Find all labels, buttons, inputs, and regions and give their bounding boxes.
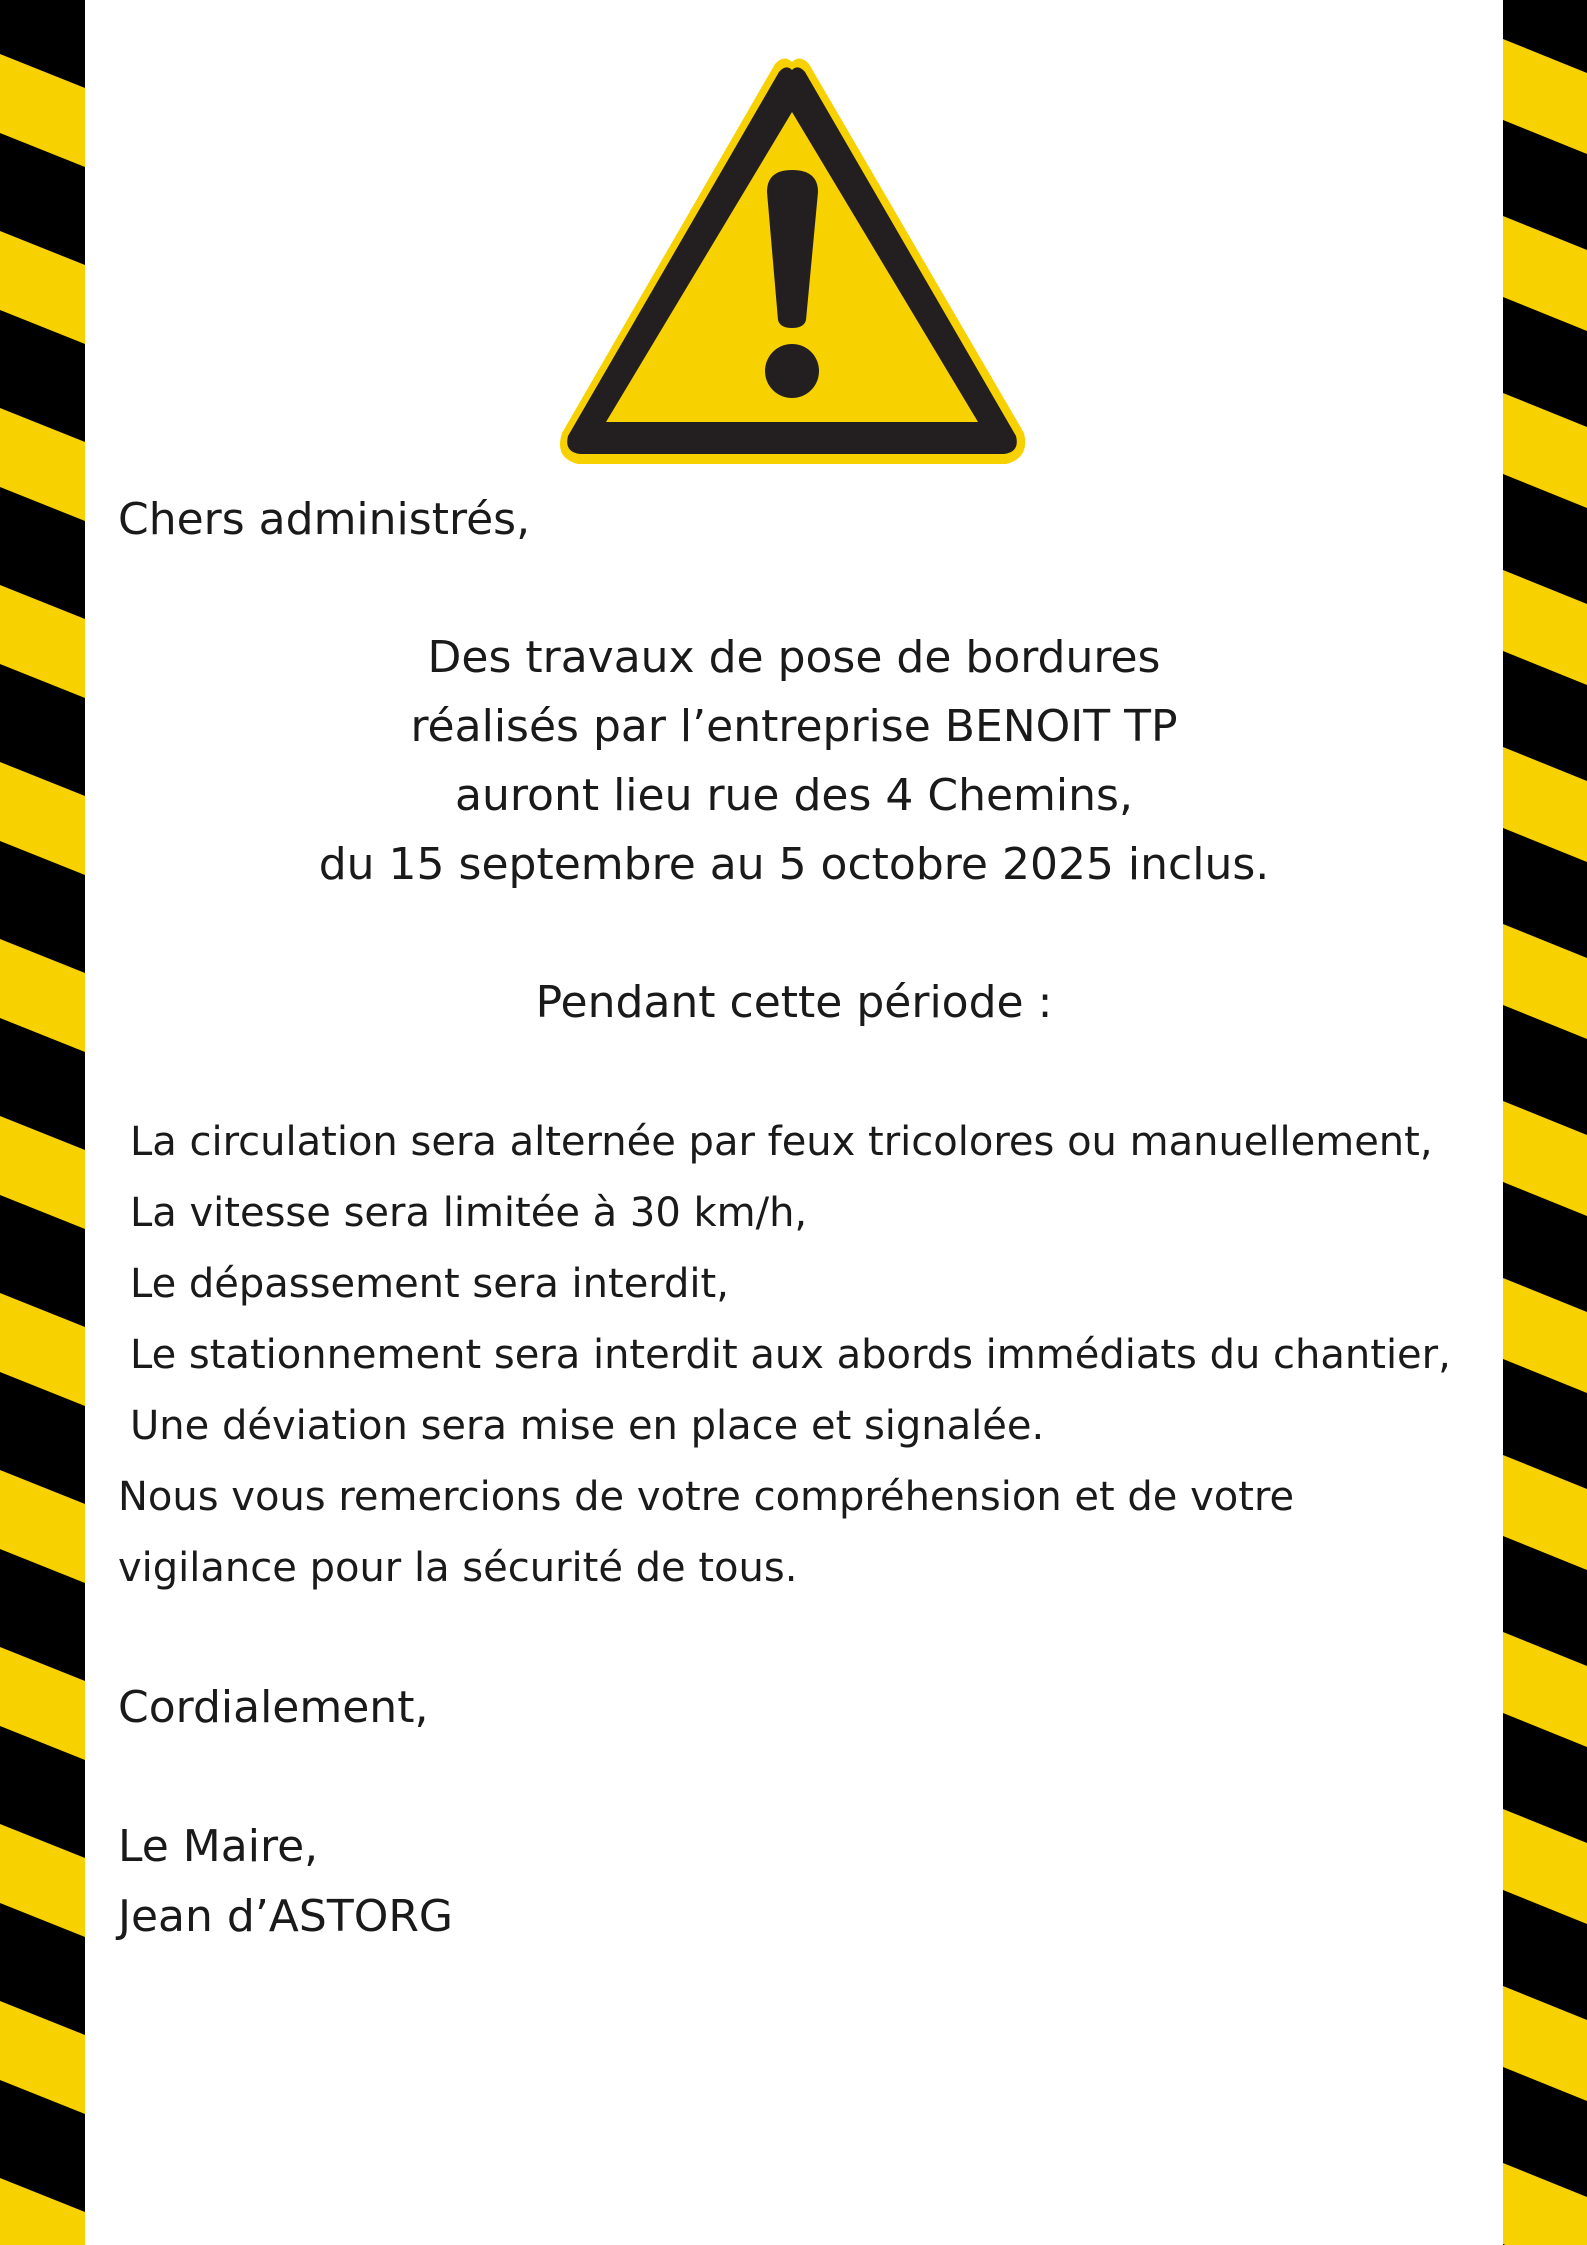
hazard-stripe-band bbox=[0, 231, 85, 344]
hazard-stripe-band bbox=[0, 1470, 85, 1583]
notice-line-3: auront lieu rue des 4 Chemins, bbox=[455, 770, 1133, 821]
notice-line-1: Des travaux de pose de bordures bbox=[427, 632, 1161, 683]
thanks-paragraph bbox=[118, 1462, 1294, 1604]
hazard-stripe-band bbox=[0, 2001, 85, 2114]
measures-list bbox=[130, 1107, 1451, 1462]
hazard-stripe-left-pattern bbox=[0, 0, 85, 2245]
hazard-stripe-band bbox=[1503, 216, 1587, 331]
notice-line-4: du 15 septembre au 5 octobre 2025 inclus. bbox=[318, 839, 1270, 890]
hazard-stripe-left bbox=[0, 0, 85, 2245]
measure-item-speed: La vitesse sera limitée à 30 km/h, bbox=[130, 1190, 808, 1236]
hazard-stripe-band bbox=[0, 1647, 85, 1760]
hazard-stripe-band bbox=[0, 939, 85, 1052]
signature-block bbox=[118, 1812, 453, 1952]
hazard-stripe-right bbox=[1503, 0, 1587, 2245]
hazard-stripe-right-pattern bbox=[1503, 0, 1587, 2245]
signatory-title: Le Maire, bbox=[118, 1821, 319, 1872]
hazard-stripe-band bbox=[1503, 39, 1587, 154]
hazard-stripe-band bbox=[0, 408, 85, 521]
measure-item-traffic: La circulation sera alternée par feux tricolores ou manuellement, bbox=[130, 1119, 1433, 1165]
hazard-stripe-band bbox=[1503, 1101, 1587, 1216]
measure-item-detour: Une déviation sera mise en place et signalée. bbox=[130, 1403, 1045, 1449]
hazard-stripe-band bbox=[1503, 393, 1587, 508]
signatory-name: Jean d’ASTORG bbox=[118, 1891, 454, 1942]
thanks-line-2: vigilance pour la sécurité de tous. bbox=[118, 1545, 798, 1591]
hazard-stripe-band bbox=[1503, 1632, 1587, 1747]
measure-item-parking: Le stationnement sera interdit aux abords immédiats du chantier, bbox=[130, 1332, 1451, 1378]
measure-item-overtaking: Le dépassement sera interdit, bbox=[130, 1261, 729, 1307]
greeting: Chers administrés, bbox=[118, 494, 531, 545]
hazard-stripe-band bbox=[0, 1824, 85, 1937]
closing: Cordialement, bbox=[118, 1682, 429, 1733]
warning-triangle-icon bbox=[556, 52, 1028, 468]
hazard-stripe-band bbox=[1503, 1986, 1587, 2101]
exclamation-mark-dot bbox=[765, 344, 819, 398]
notice-line-2: réalisés par l’entreprise BENOIT TP bbox=[410, 701, 1178, 752]
hazard-stripe-band bbox=[0, 1293, 85, 1406]
period-heading: Pendant cette période : bbox=[535, 977, 1053, 1028]
hazard-stripe-band bbox=[0, 54, 85, 167]
hazard-stripe-band bbox=[1503, 2163, 1587, 2245]
hazard-stripe-band bbox=[0, 1116, 85, 1229]
hazard-stripe-band bbox=[1503, 570, 1587, 685]
hazard-stripe-band bbox=[1503, 1809, 1587, 1924]
hazard-stripe-band bbox=[1503, 924, 1587, 1039]
hazard-stripe-band bbox=[1503, 1278, 1587, 1393]
hazard-stripe-band bbox=[0, 585, 85, 698]
thanks-line-1: Nous vous remercions de votre compréhension et de votre bbox=[118, 1474, 1295, 1520]
hazard-stripe-band bbox=[1503, 747, 1587, 862]
hazard-stripe-band bbox=[1503, 1455, 1587, 1570]
hazard-stripe-band bbox=[0, 2178, 85, 2245]
hazard-stripe-band bbox=[0, 762, 85, 875]
